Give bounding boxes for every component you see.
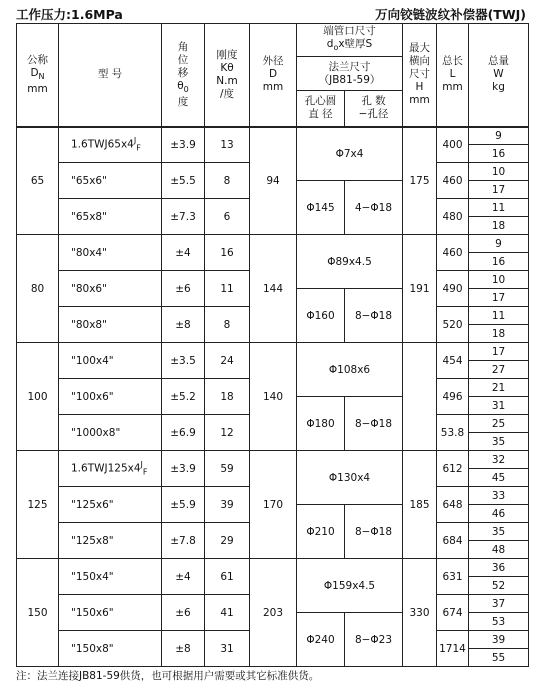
weight-cell: 9 [469, 235, 529, 253]
length-cell: 454 [437, 343, 469, 379]
dn-cell: 150 [17, 559, 59, 667]
stiffness-cell: 11 [205, 271, 250, 307]
angle-cell: ±7.8 [162, 523, 205, 559]
angle-cell: ±5.9 [162, 487, 205, 523]
stiffness-cell: 41 [205, 595, 250, 631]
weight-cell: 18 [469, 325, 529, 343]
weight-cell: 10 [469, 271, 529, 289]
angle-cell: ±6 [162, 271, 205, 307]
weight-cell: 27 [469, 361, 529, 379]
weight-cell: 18 [469, 217, 529, 235]
weight-cell: 46 [469, 505, 529, 523]
angle-cell: ±3.9 [162, 451, 205, 487]
lateral-cell: 191 [403, 235, 437, 343]
hole-count-cell: 8−Φ18 [345, 397, 403, 451]
stiffness-cell: 12 [205, 415, 250, 451]
model-text: "80x6" [71, 282, 107, 295]
length-cell: 1714 [437, 631, 469, 667]
weight-cell: 36 [469, 559, 529, 577]
model-cell [59, 631, 162, 667]
table-row [17, 235, 529, 253]
model-text: "100x6" [71, 390, 114, 403]
stiffness-cell: 31 [205, 631, 250, 667]
table-row [17, 127, 529, 145]
angle-cell: ±8 [162, 307, 205, 343]
model-text: "65x6" [71, 174, 107, 187]
col-header-lateral: 最大 横向 尺寸 H mm [403, 24, 437, 127]
model-suffix-j: J [133, 136, 137, 146]
model-cell [59, 199, 162, 235]
weight-cell: 9 [469, 127, 529, 145]
length-cell: 53.8 [437, 415, 469, 451]
length-cell: 520 [437, 307, 469, 343]
stiffness-cell: 59 [205, 451, 250, 487]
col-header-od: 外径 D mm [250, 24, 297, 127]
stiffness-cell: 13 [205, 127, 250, 163]
length-cell: 496 [437, 379, 469, 415]
weight-cell: 10 [469, 163, 529, 181]
model-suffix-f: F [136, 144, 141, 154]
hole-circle-cell: Φ240 [297, 613, 345, 667]
model-cell [59, 523, 162, 559]
pipe-size-cell: Φ130x4 [297, 451, 403, 505]
model-text: "125x6" [71, 498, 114, 511]
angle-cell: ±5.2 [162, 379, 205, 415]
col-header-angle: 角 位 移 $\theta_0$ 度 [162, 24, 205, 127]
weight-cell: 52 [469, 577, 529, 595]
od-cell: 140 [250, 343, 297, 451]
model-text: "150x4" [71, 570, 114, 583]
lateral-cell [403, 343, 437, 451]
weight-cell: 31 [469, 397, 529, 415]
length-cell: 490 [437, 271, 469, 307]
angle-cell: ±8 [162, 631, 205, 667]
model-cell [59, 127, 162, 163]
angle-cell: ±3.5 [162, 343, 205, 379]
model-text: 1.6TWJ65x4 [71, 138, 134, 151]
model-cell [59, 451, 162, 487]
weight-cell: 16 [469, 253, 529, 271]
weight-cell: 37 [469, 595, 529, 613]
weight-cell: 17 [469, 289, 529, 307]
length-cell: 612 [437, 451, 469, 487]
model-text: "150x8" [71, 642, 114, 655]
lateral-cell: 175 [403, 127, 437, 235]
model-cell [59, 271, 162, 307]
length-cell: 460 [437, 235, 469, 271]
weight-cell: 16 [469, 145, 529, 163]
length-cell: 674 [437, 595, 469, 631]
pipe-size-cell: Φ108x6 [297, 343, 403, 397]
stiffness-cell: 61 [205, 559, 250, 595]
hole-count-cell: 8−Φ23 [345, 613, 403, 667]
weight-cell: 21 [469, 379, 529, 397]
model-text: "1000x8" [71, 426, 121, 439]
angle-cell: ±5.5 [162, 163, 205, 199]
angle-cell: ±7.3 [162, 199, 205, 235]
table-body [17, 127, 529, 667]
model-cell [59, 487, 162, 523]
stiffness-cell: 8 [205, 163, 250, 199]
col-header-stiffness: 刚度 Kθ N.m /度 [205, 24, 250, 127]
length-cell: 631 [437, 559, 469, 595]
dn-cell: 80 [17, 235, 59, 343]
weight-cell: 35 [469, 523, 529, 541]
dn-cell: 125 [17, 451, 59, 559]
model-cell [59, 415, 162, 451]
model-text: "100x4" [71, 354, 114, 367]
weight-cell: 11 [469, 199, 529, 217]
weight-cell: 17 [469, 343, 529, 361]
hole-count-cell: 8−Φ18 [345, 289, 403, 343]
angle-cell: ±3.9 [162, 127, 205, 163]
angle-cell: ±4 [162, 559, 205, 595]
model-cell [59, 559, 162, 595]
col-header-dn: 公称 $D_N$ mm [17, 24, 59, 127]
weight-cell: 25 [469, 415, 529, 433]
stiffness-cell: 18 [205, 379, 250, 415]
hole-circle-cell: Φ210 [297, 505, 345, 559]
table-row [17, 451, 529, 469]
col-header-hole-count: 孔 数 −孔径 [345, 91, 403, 127]
hole-circle-cell: Φ180 [297, 397, 345, 451]
pressure-label: 工作压力:1.6MPa [16, 7, 123, 22]
hole-count-cell: 4−Φ18 [345, 181, 403, 235]
col-header-weight: 总量 W kg [469, 24, 529, 127]
pipe-size-cell: Φ7x4 [297, 127, 403, 181]
document-title: 万向铰链波纹补偿器(TWJ) [375, 7, 526, 22]
footnote: 注：法兰连接JB81-59供货，也可根据用户需要或其它标准供货。 [16, 670, 320, 682]
od-cell: 94 [250, 127, 297, 235]
model-cell [59, 379, 162, 415]
table-row [17, 559, 529, 577]
weight-cell: 33 [469, 487, 529, 505]
model-text: "80x4" [71, 246, 107, 259]
model-text: "65x8" [71, 210, 107, 223]
pipe-size-cell: Φ89x4.5 [297, 235, 403, 289]
weight-cell: 48 [469, 541, 529, 559]
angle-cell: ±6 [162, 595, 205, 631]
stiffness-cell: 39 [205, 487, 250, 523]
weight-cell: 11 [469, 307, 529, 325]
hole-circle-cell: Φ160 [297, 289, 345, 343]
weight-cell: 45 [469, 469, 529, 487]
length-cell: 648 [437, 487, 469, 523]
spec-table [16, 23, 529, 667]
pipe-size-cell: Φ159x4.5 [297, 559, 403, 613]
length-cell: 400 [437, 127, 469, 163]
dn-cell: 100 [17, 343, 59, 451]
length-cell: 684 [437, 523, 469, 559]
lateral-cell: 185 [403, 451, 437, 559]
od-cell: 144 [250, 235, 297, 343]
model-text: "125x8" [71, 534, 114, 547]
model-cell [59, 235, 162, 271]
col-header-hole-circle: 孔心圆 直 径 [297, 91, 345, 127]
od-cell: 170 [250, 451, 297, 559]
weight-cell: 17 [469, 181, 529, 199]
table-row [17, 343, 529, 361]
stiffness-cell: 16 [205, 235, 250, 271]
model-suffix-f: F [142, 467, 148, 477]
col-header-pipe: 端管口尺寸 $d_ox$壁厚S [297, 24, 403, 57]
weight-cell: 32 [469, 451, 529, 469]
stiffness-cell: 8 [205, 307, 250, 343]
angle-cell: ±4 [162, 235, 205, 271]
weight-cell: 35 [469, 433, 529, 451]
length-cell: 460 [437, 163, 469, 199]
model-cell [59, 307, 162, 343]
dn-cell: 65 [17, 127, 59, 235]
model-cell [59, 595, 162, 631]
weight-cell: 55 [469, 649, 529, 667]
model-cell [59, 163, 162, 199]
col-header-length: 总长 L mm [437, 24, 469, 127]
col-header-model: 型 号 [59, 24, 162, 127]
length-cell: 480 [437, 199, 469, 235]
weight-cell: 53 [469, 613, 529, 631]
model-suffix-j: J [140, 460, 143, 470]
model-text: "150x6" [71, 606, 114, 619]
model-cell [59, 343, 162, 379]
col-header-flange: 法兰尺寸 （JB81-59） [297, 57, 403, 91]
model-text: "80x8" [71, 318, 107, 331]
hole-circle-cell: Φ145 [297, 181, 345, 235]
stiffness-cell: 29 [205, 523, 250, 559]
stiffness-cell: 6 [205, 199, 250, 235]
lateral-cell: 330 [403, 559, 437, 667]
od-cell: 203 [250, 559, 297, 667]
hole-count-cell: 8−Φ18 [345, 505, 403, 559]
stiffness-cell: 24 [205, 343, 250, 379]
angle-cell: ±6.9 [162, 415, 205, 451]
model-text: 1.6TWJ125x4 [71, 462, 141, 475]
weight-cell: 39 [469, 631, 529, 649]
